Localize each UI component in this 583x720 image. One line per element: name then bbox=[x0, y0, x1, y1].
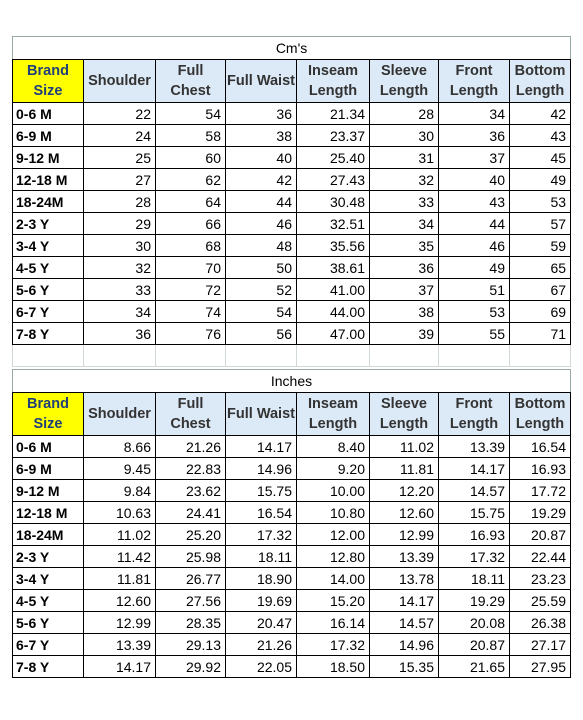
measurement-cell: 19.69 bbox=[226, 590, 297, 612]
empty-cell bbox=[370, 345, 439, 367]
measurement-cell: 9.84 bbox=[84, 480, 156, 502]
measurement-cell: 13.78 bbox=[370, 568, 439, 590]
measurement-cell: 20.87 bbox=[510, 524, 571, 546]
measurement-cell: 10.63 bbox=[84, 502, 156, 524]
measurement-cell: 21.26 bbox=[156, 436, 226, 458]
table-row bbox=[13, 524, 571, 546]
table-row bbox=[13, 323, 571, 345]
measurement-cell: 24 bbox=[84, 125, 156, 147]
measurement-cell: 28.35 bbox=[156, 612, 226, 634]
size-cell: 6-7 Y bbox=[13, 301, 84, 323]
table-row bbox=[13, 125, 571, 147]
measurement-cell: 8.66 bbox=[84, 436, 156, 458]
measurement-cell: 36 bbox=[226, 103, 297, 125]
measurement-cell: 64 bbox=[156, 191, 226, 213]
measurement-cell: 34 bbox=[370, 213, 439, 235]
measurement-cell: 23.23 bbox=[510, 568, 571, 590]
size-cell: 7-8 Y bbox=[13, 656, 84, 678]
header-full-chest: Full Chest bbox=[156, 393, 226, 436]
measurement-cell: 16.93 bbox=[510, 458, 571, 480]
size-cell: 2-3 Y bbox=[13, 213, 84, 235]
measurement-cell: 11.81 bbox=[370, 458, 439, 480]
measurement-cell: 12.20 bbox=[370, 480, 439, 502]
size-cell: 9-12 M bbox=[13, 147, 84, 169]
measurement-cell: 11.02 bbox=[370, 436, 439, 458]
table-row bbox=[13, 213, 571, 235]
measurement-cell: 25.40 bbox=[297, 147, 370, 169]
measurement-cell: 52 bbox=[226, 279, 297, 301]
measurement-cell: 41.00 bbox=[297, 279, 370, 301]
header-full-chest: Full Chest bbox=[156, 60, 226, 103]
measurement-cell: 71 bbox=[510, 323, 571, 345]
measurement-cell: 17.32 bbox=[297, 634, 370, 656]
measurement-cell: 36 bbox=[84, 323, 156, 345]
size-cell: 12-18 M bbox=[13, 169, 84, 191]
measurement-cell: 22.83 bbox=[156, 458, 226, 480]
measurement-cell: 34 bbox=[439, 103, 510, 125]
measurement-cell: 42 bbox=[510, 103, 571, 125]
table-row bbox=[13, 191, 571, 213]
measurement-cell: 29.92 bbox=[156, 656, 226, 678]
measurement-cell: 14.57 bbox=[370, 612, 439, 634]
measurement-cell: 68 bbox=[156, 235, 226, 257]
measurement-cell: 37 bbox=[370, 279, 439, 301]
measurement-cell: 12.99 bbox=[370, 524, 439, 546]
measurement-cell: 18.11 bbox=[439, 568, 510, 590]
measurement-cell: 25.59 bbox=[510, 590, 571, 612]
measurement-cell: 57 bbox=[510, 213, 571, 235]
measurement-cell: 36 bbox=[370, 257, 439, 279]
measurement-cell: 40 bbox=[226, 147, 297, 169]
measurement-cell: 23.62 bbox=[156, 480, 226, 502]
cm-header-row bbox=[13, 60, 571, 103]
header-sleeve-length: Sleeve Length bbox=[370, 393, 439, 436]
table-row bbox=[13, 103, 571, 125]
cm-caption: Cm's bbox=[13, 37, 571, 60]
measurement-cell: 44 bbox=[439, 213, 510, 235]
header-inseam-length: Inseam Length bbox=[297, 60, 370, 103]
measurement-cell: 12.99 bbox=[84, 612, 156, 634]
table-row bbox=[13, 458, 571, 480]
measurement-cell: 28 bbox=[84, 191, 156, 213]
header-shoulder: Shoulder bbox=[84, 393, 156, 436]
measurement-cell: 16.14 bbox=[297, 612, 370, 634]
table-row bbox=[13, 568, 571, 590]
size-cell: 12-18 M bbox=[13, 502, 84, 524]
measurement-cell: 14.00 bbox=[297, 568, 370, 590]
measurement-cell: 29 bbox=[84, 213, 156, 235]
size-cell: 18-24M bbox=[13, 524, 84, 546]
measurement-cell: 33 bbox=[370, 191, 439, 213]
table-row bbox=[13, 169, 571, 191]
empty-cell bbox=[226, 345, 297, 367]
measurement-cell: 40 bbox=[439, 169, 510, 191]
measurement-cell: 23.37 bbox=[297, 125, 370, 147]
measurement-cell: 69 bbox=[510, 301, 571, 323]
measurement-cell: 59 bbox=[510, 235, 571, 257]
empty-cell bbox=[439, 345, 510, 367]
measurement-cell: 22.05 bbox=[226, 656, 297, 678]
measurement-cell: 30 bbox=[370, 125, 439, 147]
measurement-cell: 27.43 bbox=[297, 169, 370, 191]
table-row bbox=[13, 634, 571, 656]
size-cell: 7-8 Y bbox=[13, 323, 84, 345]
measurement-cell: 11.42 bbox=[84, 546, 156, 568]
measurement-cell: 30 bbox=[84, 235, 156, 257]
measurement-cell: 30.48 bbox=[297, 191, 370, 213]
size-cell: 0-6 M bbox=[13, 436, 84, 458]
measurement-cell: 14.96 bbox=[226, 458, 297, 480]
measurement-cell: 70 bbox=[156, 257, 226, 279]
measurement-cell: 38 bbox=[370, 301, 439, 323]
size-cell: 6-9 M bbox=[13, 458, 84, 480]
header-bottom-length: Bottom Length bbox=[510, 60, 571, 103]
header-bottom-length: Bottom Length bbox=[510, 393, 571, 436]
measurement-cell: 21.65 bbox=[439, 656, 510, 678]
measurement-cell: 51 bbox=[439, 279, 510, 301]
measurement-cell: 14.17 bbox=[439, 458, 510, 480]
measurement-cell: 47.00 bbox=[297, 323, 370, 345]
measurement-cell: 17.32 bbox=[439, 546, 510, 568]
measurement-cell: 32.51 bbox=[297, 213, 370, 235]
measurement-cell: 38 bbox=[226, 125, 297, 147]
measurement-cell: 62 bbox=[156, 169, 226, 191]
size-cell: 6-9 M bbox=[13, 125, 84, 147]
measurement-cell: 20.47 bbox=[226, 612, 297, 634]
table-row bbox=[13, 502, 571, 524]
header-inseam-length: Inseam Length bbox=[297, 393, 370, 436]
size-cell: 3-4 Y bbox=[13, 235, 84, 257]
table-row bbox=[13, 257, 571, 279]
measurement-cell: 53 bbox=[439, 301, 510, 323]
measurement-cell: 27.95 bbox=[510, 656, 571, 678]
measurement-cell: 58 bbox=[156, 125, 226, 147]
measurement-cell: 35 bbox=[370, 235, 439, 257]
measurement-cell: 18.90 bbox=[226, 568, 297, 590]
table-row bbox=[13, 235, 571, 257]
spacer-row bbox=[13, 345, 571, 367]
inches-header-row bbox=[13, 393, 571, 436]
measurement-cell: 13.39 bbox=[439, 436, 510, 458]
measurement-cell: 18.11 bbox=[226, 546, 297, 568]
measurement-cell: 16.54 bbox=[226, 502, 297, 524]
measurement-cell: 26.38 bbox=[510, 612, 571, 634]
empty-cell bbox=[13, 345, 84, 367]
measurement-cell: 9.45 bbox=[84, 458, 156, 480]
measurement-cell: 46 bbox=[226, 213, 297, 235]
measurement-cell: 8.40 bbox=[297, 436, 370, 458]
measurement-cell: 17.32 bbox=[226, 524, 297, 546]
measurement-cell: 55 bbox=[439, 323, 510, 345]
header-brand-size: Brand Size bbox=[13, 393, 84, 436]
measurement-cell: 76 bbox=[156, 323, 226, 345]
measurement-cell: 19.29 bbox=[439, 590, 510, 612]
measurement-cell: 13.39 bbox=[84, 634, 156, 656]
measurement-cell: 28 bbox=[370, 103, 439, 125]
measurement-cell: 25.20 bbox=[156, 524, 226, 546]
measurement-cell: 44 bbox=[226, 191, 297, 213]
measurement-cell: 46 bbox=[439, 235, 510, 257]
header-brand-size: Brand Size bbox=[13, 60, 84, 103]
header-full-waist: Full Waist bbox=[226, 393, 297, 436]
measurement-cell: 33 bbox=[84, 279, 156, 301]
header-shoulder: Shoulder bbox=[84, 60, 156, 103]
measurement-cell: 53 bbox=[510, 191, 571, 213]
measurement-cell: 22 bbox=[84, 103, 156, 125]
measurement-cell: 36 bbox=[439, 125, 510, 147]
measurement-cell: 66 bbox=[156, 213, 226, 235]
measurement-cell: 10.00 bbox=[297, 480, 370, 502]
measurement-cell: 38.61 bbox=[297, 257, 370, 279]
measurement-cell: 43 bbox=[439, 191, 510, 213]
size-cell: 5-6 Y bbox=[13, 279, 84, 301]
measurement-cell: 14.17 bbox=[84, 656, 156, 678]
measurement-cell: 27.17 bbox=[510, 634, 571, 656]
measurement-cell: 27 bbox=[84, 169, 156, 191]
measurement-cell: 34 bbox=[84, 301, 156, 323]
measurement-cell: 18.50 bbox=[297, 656, 370, 678]
measurement-cell: 14.17 bbox=[226, 436, 297, 458]
measurement-cell: 22.44 bbox=[510, 546, 571, 568]
measurement-cell: 26.77 bbox=[156, 568, 226, 590]
measurement-cell: 16.54 bbox=[510, 436, 571, 458]
empty-cell bbox=[84, 345, 156, 367]
measurement-cell: 15.20 bbox=[297, 590, 370, 612]
table-row bbox=[13, 480, 571, 502]
measurement-cell: 20.08 bbox=[439, 612, 510, 634]
measurement-cell: 24.41 bbox=[156, 502, 226, 524]
measurement-cell: 14.96 bbox=[370, 634, 439, 656]
measurement-cell: 12.80 bbox=[297, 546, 370, 568]
measurement-cell: 19.29 bbox=[510, 502, 571, 524]
size-cell: 3-4 Y bbox=[13, 568, 84, 590]
empty-cell bbox=[297, 345, 370, 367]
measurement-cell: 9.20 bbox=[297, 458, 370, 480]
measurement-cell: 14.17 bbox=[370, 590, 439, 612]
measurement-cell: 65 bbox=[510, 257, 571, 279]
measurement-cell: 39 bbox=[370, 323, 439, 345]
measurement-cell: 54 bbox=[226, 301, 297, 323]
size-cell: 6-7 Y bbox=[13, 634, 84, 656]
measurement-cell: 21.34 bbox=[297, 103, 370, 125]
measurement-cell: 13.39 bbox=[370, 546, 439, 568]
measurement-cell: 25.98 bbox=[156, 546, 226, 568]
measurement-cell: 14.57 bbox=[439, 480, 510, 502]
measurement-cell: 37 bbox=[439, 147, 510, 169]
measurement-cell: 21.26 bbox=[226, 634, 297, 656]
measurement-cell: 17.72 bbox=[510, 480, 571, 502]
measurement-cell: 44.00 bbox=[297, 301, 370, 323]
measurement-cell: 32 bbox=[370, 169, 439, 191]
measurement-cell: 60 bbox=[156, 147, 226, 169]
empty-cell bbox=[156, 345, 226, 367]
table-row bbox=[13, 546, 571, 568]
cm-size-table bbox=[12, 36, 571, 367]
measurement-cell: 42 bbox=[226, 169, 297, 191]
empty-cell bbox=[510, 345, 571, 367]
measurement-cell: 12.60 bbox=[84, 590, 156, 612]
measurement-cell: 11.81 bbox=[84, 568, 156, 590]
measurement-cell: 20.87 bbox=[439, 634, 510, 656]
measurement-cell: 49 bbox=[439, 257, 510, 279]
header-sleeve-length: Sleeve Length bbox=[370, 60, 439, 103]
table-row bbox=[13, 436, 571, 458]
measurement-cell: 35.56 bbox=[297, 235, 370, 257]
inches-caption: Inches bbox=[13, 370, 571, 393]
measurement-cell: 56 bbox=[226, 323, 297, 345]
measurement-cell: 16.93 bbox=[439, 524, 510, 546]
measurement-cell: 15.75 bbox=[226, 480, 297, 502]
measurement-cell: 48 bbox=[226, 235, 297, 257]
measurement-cell: 12.60 bbox=[370, 502, 439, 524]
header-front-length: Front Length bbox=[439, 60, 510, 103]
measurement-cell: 43 bbox=[510, 125, 571, 147]
measurement-cell: 27.56 bbox=[156, 590, 226, 612]
size-cell: 4-5 Y bbox=[13, 590, 84, 612]
size-cell: 2-3 Y bbox=[13, 546, 84, 568]
inches-size-table bbox=[12, 369, 571, 678]
table-row bbox=[13, 656, 571, 678]
table-row bbox=[13, 612, 571, 634]
measurement-cell: 54 bbox=[156, 103, 226, 125]
header-front-length: Front Length bbox=[439, 393, 510, 436]
size-cell: 9-12 M bbox=[13, 480, 84, 502]
measurement-cell: 49 bbox=[510, 169, 571, 191]
measurement-cell: 15.75 bbox=[439, 502, 510, 524]
size-cell: 0-6 M bbox=[13, 103, 84, 125]
measurement-cell: 74 bbox=[156, 301, 226, 323]
measurement-cell: 72 bbox=[156, 279, 226, 301]
measurement-cell: 25 bbox=[84, 147, 156, 169]
table-row bbox=[13, 301, 571, 323]
measurement-cell: 50 bbox=[226, 257, 297, 279]
measurement-cell: 12.00 bbox=[297, 524, 370, 546]
size-cell: 5-6 Y bbox=[13, 612, 84, 634]
size-cell: 4-5 Y bbox=[13, 257, 84, 279]
table-row bbox=[13, 590, 571, 612]
measurement-cell: 32 bbox=[84, 257, 156, 279]
table-row bbox=[13, 279, 571, 301]
table-row bbox=[13, 147, 571, 169]
measurement-cell: 45 bbox=[510, 147, 571, 169]
size-cell: 18-24M bbox=[13, 191, 84, 213]
measurement-cell: 15.35 bbox=[370, 656, 439, 678]
measurement-cell: 29.13 bbox=[156, 634, 226, 656]
measurement-cell: 31 bbox=[370, 147, 439, 169]
measurement-cell: 11.02 bbox=[84, 524, 156, 546]
header-full-waist: Full Waist bbox=[226, 60, 297, 103]
measurement-cell: 67 bbox=[510, 279, 571, 301]
measurement-cell: 10.80 bbox=[297, 502, 370, 524]
